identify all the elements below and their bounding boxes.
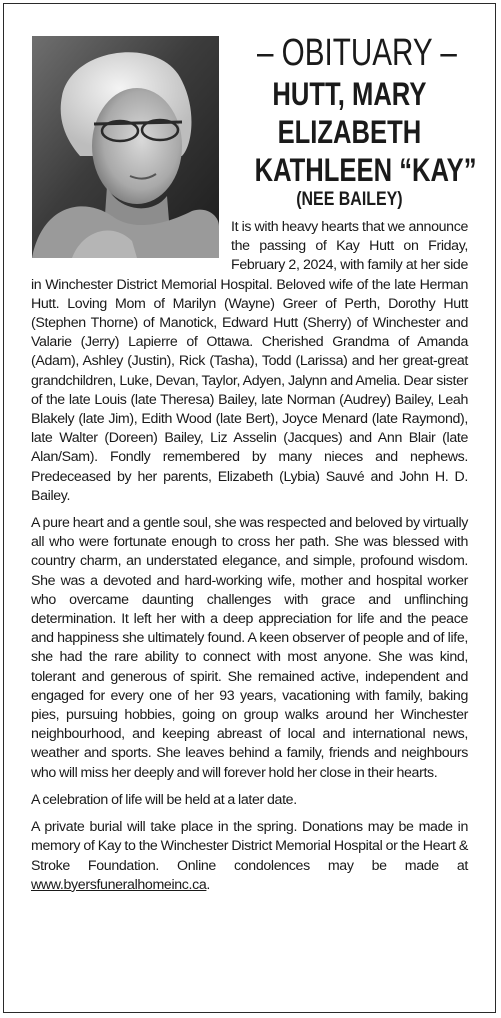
burial-text: A private burial will take place in the spring. Donations may be made in memory of Kay to the Winchester District Memorial Hospital or the Heart & Stroke Foundation. Online condolences may be made at: [31, 819, 468, 874]
deceased-name-line1: HUTT, MARY: [272, 76, 427, 112]
maiden-name: (NEE BAILEY): [296, 189, 403, 210]
funeral-home-link[interactable]: www.byersfuneralhomeinc.ca: [31, 876, 207, 893]
obituary-notice: [31, 32, 477, 903]
deceased-name-line3: KATHLEEN “KAY”: [254, 152, 477, 188]
deceased-name-line2: ELIZABETH: [277, 114, 422, 150]
obituary-label: – OBITUARY –: [256, 32, 457, 74]
obituary-header: [230, 32, 477, 212]
burial-text-end: .: [206, 876, 211, 893]
paragraph-celebration: A celebration of life will be held at a later date.: [31, 791, 297, 808]
obituary-body: [31, 218, 468, 895]
paragraph-burial: [31, 818, 468, 895]
paragraph-announcement: It is with heavy hearts that we announce the passing of Kay Hutt on Friday, February 2, 2024, with family at her side in Winchester District Memorial Hospital. Beloved wife of the late Herman Hutt. Loving Mom of Marilyn (Wayne) Greer of Perth, Dorothy Hutt (Stephen Thorne) of Manotick, Edward Hutt (Sherry) of Winchester and Valarie (Jerry) Lapierre of Ottawa. Cherished Grandma of Amanda (Adam), Ashley (Justin), Rick (Tasha), Todd (Larissa) and her great-great grandchildren, Luke, Devan, Taylor, Adyen, Jalynn and Amelia. Dear sister of the late Louis (late Theresa) Bailey, late Norman (Audrey) Bailey, Leah Blakely (late Jim), Edith Wood (late Bert), Joyce Menard (late Raymond), late Walter (Doreen) Bailey, Liz Asselin (Jacques) and Ann Blair (late Alan/Sam). Fondly remembered by many nieces and nephews. Predeceased by her parents, Elizabeth (Lybia) Sauvé and John H. D. Bailey.: [31, 219, 468, 504]
paragraph-tribute: A pure heart and a gentle soul, she was respected and beloved by virtually all who were fortunate enough to cross her path. She was blessed with country charm, an understated elegance, and simple, profound wisdom. She was a devoted and hard-working wife, mother and hospital worker who overcame daunting challenges with grace and unflinching determination. It left her with a deep appreciation for life and the peace and happiness she ultimately found. A keen observer of people and of life, she had the rare ability to connect with most anyone. She was kind, tolerant and generous of spirit. She remained active, independent and engaged for every one of her 93 years, vacationing with family, baking pies, pursuing hobbies, going on group walks around her Winchester neighbourhood, and keeping abreast of local and international news, weather and sports. She leaves behind a family, friends and neighbours who will miss her deeply and will forever hold her close in their hearts.: [31, 515, 468, 781]
portrait-photo: [32, 36, 219, 258]
